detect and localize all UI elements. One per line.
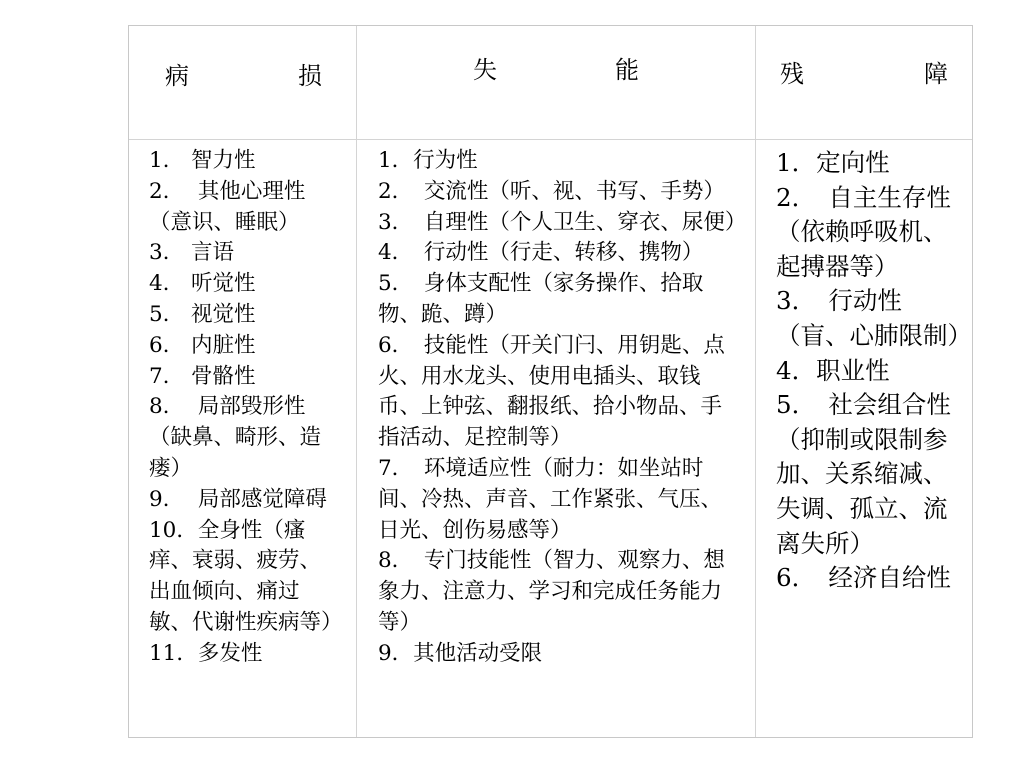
disability-item: 9．其他活动受限 [378,640,543,666]
disability-header [473,50,639,85]
disability-item: 4． 行动性（行走、转移、携物） [378,240,704,266]
disability-item: 8． 专门技能性（智力、观察力、想象力、注意力、学习和完成任务能力等） [378,548,725,635]
impairment-item: 9. 局部感觉障碍 [149,486,327,512]
handicap-column [755,26,972,737]
impairment-column [129,26,356,737]
disability-list [378,146,747,670]
disability-header-char-1: 失 [473,56,497,84]
impairment-header-char-1: 病 [165,62,189,90]
impairment-item: 5. 视觉性 [149,301,256,327]
impairment-item: 7. 骨骼性 [149,363,256,389]
impairment-item: 2. 其他心理性（意识、睡眠） [149,178,306,235]
impairment-item: 10．全身性（瘙痒、衰弱、疲劳、出血倾向、痛过敏、代谢性疾病等） [149,517,343,635]
handicap-item: 5． 社会组合性（抑制或限制参加、关系缩减、失调、孤立、流离失所） [776,390,951,558]
classification-table [128,25,973,738]
disability-item: 3． 自理性（个人卫生、穿衣、尿便） [378,209,747,235]
handicap-header-char-2: 障 [924,60,948,88]
disability-header-char-2: 能 [615,56,639,84]
handicap-item: 2． 自主生存性（依赖呼吸机、起搏器等） [776,182,951,281]
impairment-item: 4. 听觉性 [149,271,256,297]
impairment-header-char-2: 损 [298,62,322,90]
impairment-list [149,146,341,670]
disability-item: 5． 身体支配性（家务操作、拾取物、跪、蹲） [378,271,704,327]
handicap-item: 1．定向性 [776,148,890,177]
disability-item: 7． 环境适应性（耐力：如坐站时间、冷热、声音、工作紧张、气压、日光、创伤易感等） [378,455,723,543]
handicap-item: 3． 行动性（盲、心肺限制） [776,286,972,350]
handicap-item: 4．职业性 [776,355,890,385]
impairment-item: 3. 言语 [149,240,235,266]
disability-item: 2． 交流性（听、视、书写、手势） [378,178,725,204]
handicap-item: 6． 经济自给性 [776,563,951,593]
disability-column [356,26,755,737]
impairment-item: 8. 局部毁形性（缺鼻、畸形、造瘘） [149,394,322,481]
handicap-header-char-1: 残 [780,60,804,88]
disability-item: 1．行为性 [378,148,478,173]
handicap-list [776,146,972,596]
impairment-item: 6. 内脏性 [149,332,256,358]
impairment-header [165,56,322,91]
impairment-item: 1. 智力性 [149,148,256,173]
handicap-header [780,54,948,89]
disability-item: 6． 技能性（开关门闩、用钥匙、点火、用水龙头、使用电插头、取钱币、上钟弦、翻报纸、拾小物品、手指活动、足控制等） [378,332,725,451]
impairment-item: 11．多发性 [149,640,263,666]
